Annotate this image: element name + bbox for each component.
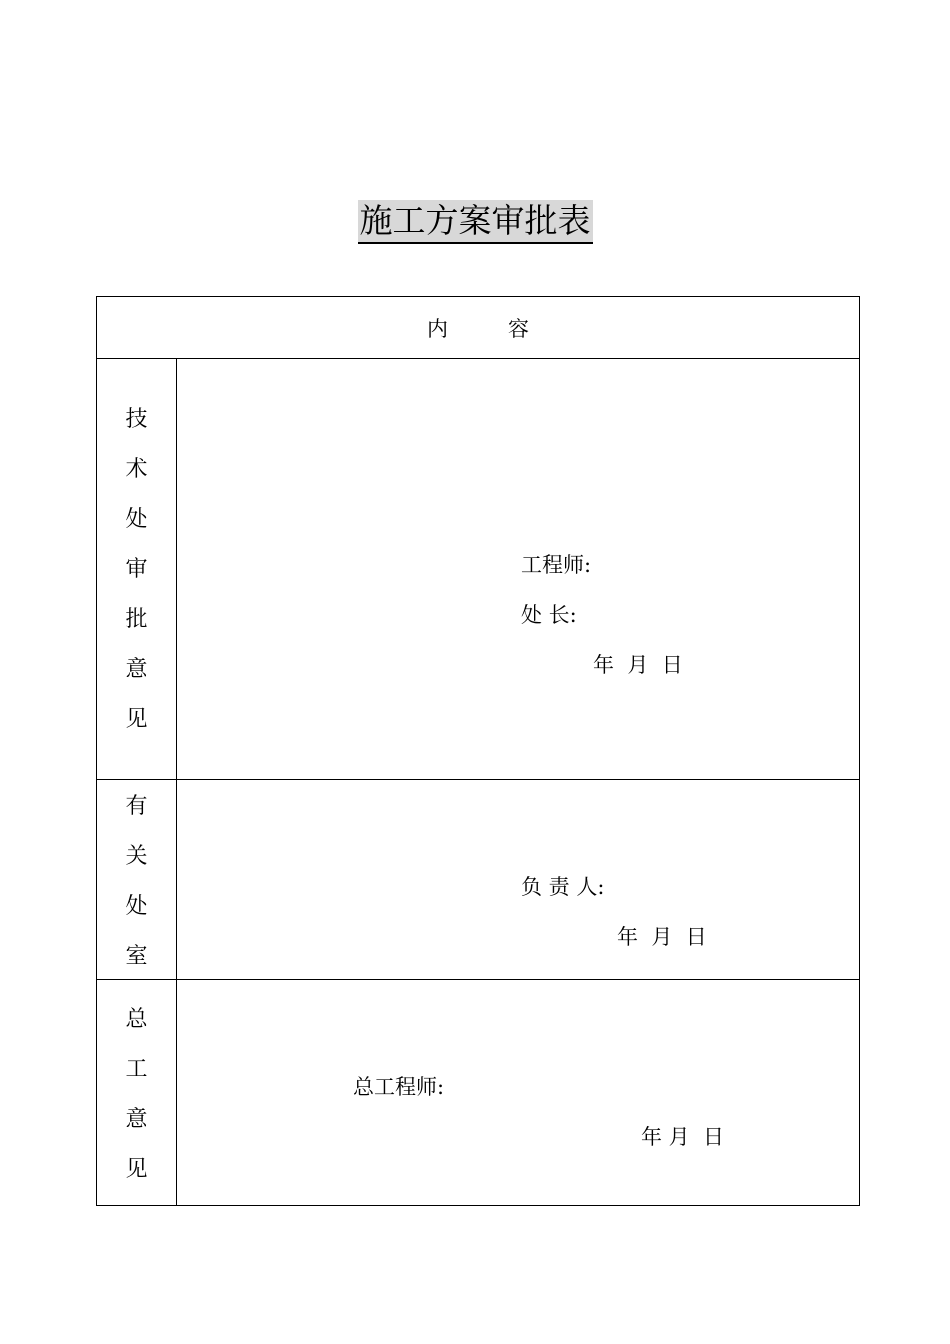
form-title: 施工方案审批表 bbox=[358, 200, 593, 244]
row-divider-technical bbox=[97, 779, 859, 780]
label-char: 工 bbox=[125, 1057, 148, 1082]
label-char: 处 bbox=[125, 894, 148, 919]
technical-section-label bbox=[97, 407, 176, 757]
header-cell bbox=[97, 297, 859, 359]
responsible-person-label: 负 责 人: bbox=[521, 875, 605, 899]
label-char: 技 bbox=[125, 407, 148, 432]
engineer-signature-label: 工程师: bbox=[521, 553, 592, 577]
form-title-wrap bbox=[0, 200, 950, 244]
related-date: 年 月 日 bbox=[617, 925, 707, 949]
technical-date: 年 月 日 bbox=[593, 653, 683, 677]
label-char: 意 bbox=[125, 1107, 148, 1132]
column-divider bbox=[176, 359, 177, 1205]
row-divider-header bbox=[97, 358, 859, 359]
label-char: 见 bbox=[125, 1157, 148, 1182]
label-char: 室 bbox=[125, 944, 148, 969]
row-divider-related bbox=[97, 979, 859, 980]
approval-table bbox=[96, 296, 860, 1206]
label-char: 术 bbox=[125, 457, 148, 482]
chief-signature-label: 处 长: bbox=[521, 603, 577, 627]
label-char: 有 bbox=[125, 794, 148, 819]
label-char: 批 bbox=[125, 607, 148, 632]
label-char: 处 bbox=[125, 507, 148, 532]
chief-engineer-section-label bbox=[97, 1007, 176, 1207]
label-char: 关 bbox=[125, 844, 148, 869]
label-char: 总 bbox=[125, 1007, 148, 1032]
header-char-2: 容 bbox=[508, 317, 529, 341]
related-section-label bbox=[97, 794, 176, 994]
chief-engineer-signature-label: 总工程师: bbox=[353, 1075, 445, 1099]
label-char: 意 bbox=[125, 657, 148, 682]
label-char: 审 bbox=[125, 557, 148, 582]
header-char-1: 内 bbox=[427, 317, 448, 341]
chief-engineer-date: 年 月 日 bbox=[641, 1125, 725, 1149]
label-char: 见 bbox=[125, 707, 148, 732]
